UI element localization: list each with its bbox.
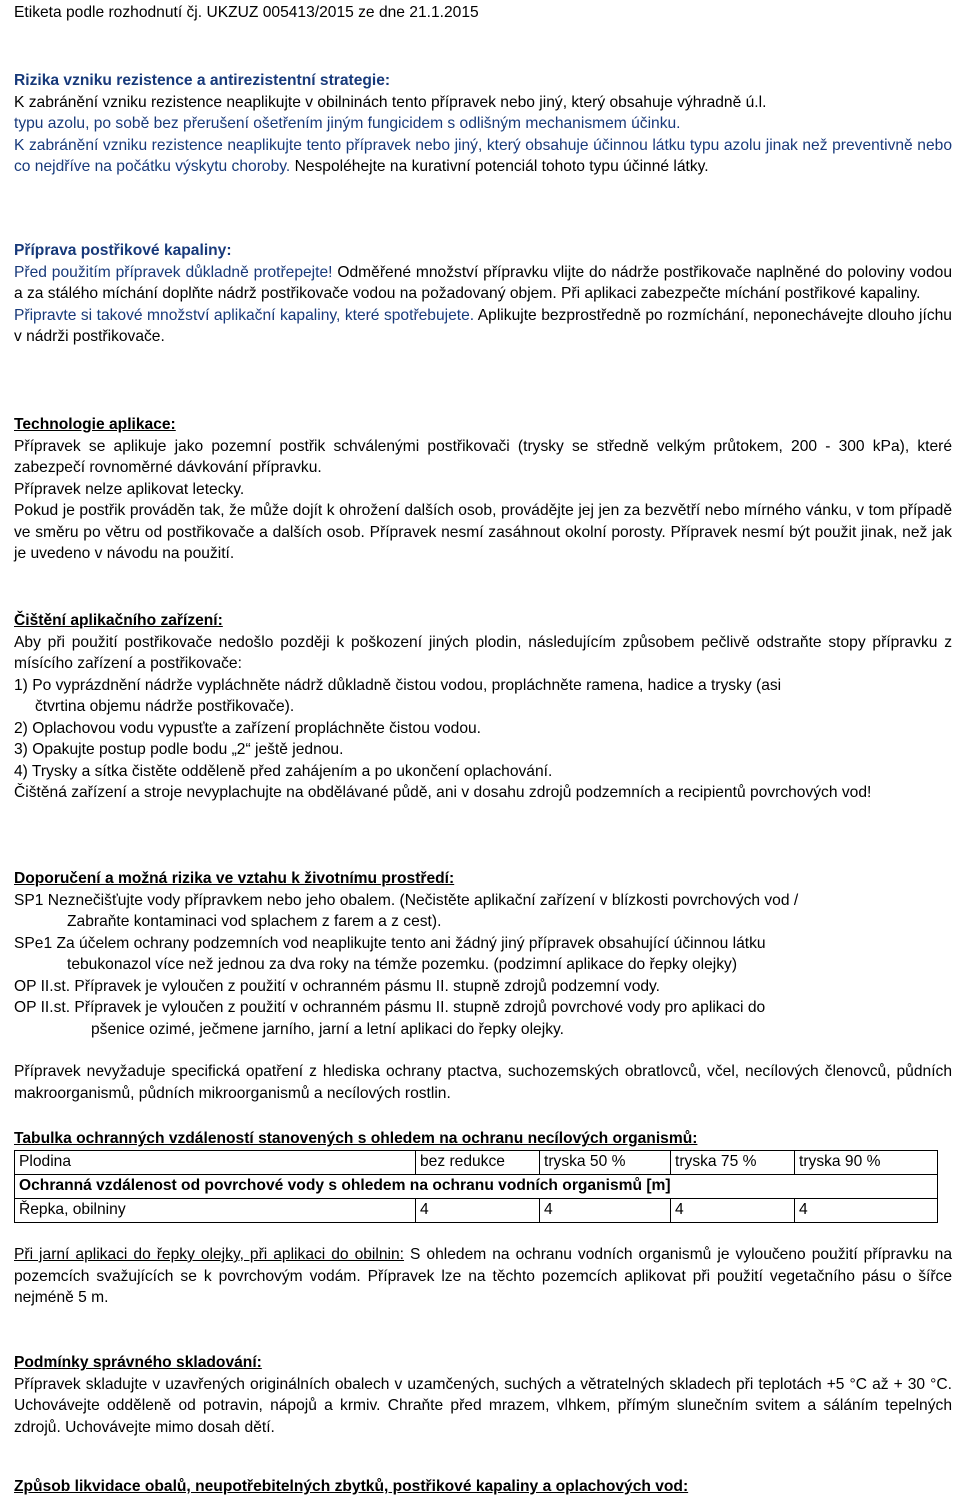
table-header-cell: Plodina: [15, 1150, 416, 1174]
cisteni-outro: Čištěná zařízení a stroje nevyplachujte na obdělávané půdě, ani v dosahu zdrojů podzemních a recipientů povrchových vod!: [14, 784, 872, 801]
table-cell: Řepka, obilniny: [15, 1198, 416, 1222]
zivotni-ptactvo: Přípravek nevyžaduje specifická opatření z hlediska ochrany ptactva, suchozemských obratlovců, včel, necílových členovců, půdních makroorganismů, půdních mikroorganismů a necílových rostlin.: [14, 1063, 952, 1102]
table-cell: 4: [416, 1198, 540, 1222]
table-row: [15, 1174, 938, 1198]
table-cell: 4: [671, 1198, 795, 1222]
rezistence-para2-b: Nespoléhejte na kurativní potenciál tohoto typu účinné látky.: [294, 158, 709, 175]
distance-table: [14, 1150, 938, 1223]
section-skladovani: [14, 1352, 952, 1438]
table-header-cell: tryska 90 %: [795, 1150, 938, 1174]
rezistence-para2: [14, 135, 952, 178]
section-priprava: [14, 240, 952, 348]
table-header-cell: tryska 50 %: [540, 1150, 671, 1174]
table-header-cell: bez redukce: [416, 1150, 540, 1174]
technologie-p2: Přípravek nelze aplikovat letecky.: [14, 480, 245, 498]
table-subheader: Ochranná vzdálenost od povrchové vody s ohledem na ochranu vodních organismů [m]: [15, 1174, 938, 1198]
section-title-tabulka: Tabulka ochranných vzdáleností stanovených s ohledem na ochranu necílových organismů:: [14, 1130, 698, 1147]
section-technologie: [14, 414, 952, 565]
section-title-skladovani: Podmínky správného skladování:: [14, 1354, 262, 1371]
section-title-rezistence: Rizika vzniku rezistence a antirezistentní strategie:: [14, 72, 391, 89]
section-rezistence: [14, 70, 952, 178]
priprava-l2b: Aplikujte bezprostředně po rozmíchání, neponechávejte dlouho jíchu v nádrži postřikovače.: [14, 306, 952, 345]
skladovani-text: Přípravek skladujte v uzavřených originálních obalech v uzamčených, suchých a větratelných skladech při teplotách +5 °C až + 30 °C. Uchovávejte odděleně od potravin, nápojů a krmiv. Chraňte před mrazem, vlhkem, přímým slunečním svitem a sáláním tepelných zdrojů. Uchovávejte mimo dosah dětí.: [14, 1375, 952, 1436]
zivotni-op2b: pšenice ozimé, ječmene jarního, jarní a letní aplikaci do řepky olejky.: [91, 1020, 564, 1038]
table-cell: 4: [795, 1198, 938, 1222]
priprava-l1a: Před použitím přípravek důkladně protřepejte!: [14, 263, 333, 281]
zivotni-op1: OP II.st. Přípravek je vyloučen z použití v ochranném pásmu II. stupně zdrojů podzemní vody.: [14, 977, 661, 995]
technologie-p1: Přípravek se aplikuje jako pozemní postřik schválenými postřikovači (trysky se středně velkým průtokem, 200 - 300 kPa), které zabezpečí rovnoměrné dávkování přípravku.: [14, 437, 952, 476]
zivotni-op2a: OP II.st. Přípravek je vyloučen z použití v ochranném pásmu II. stupně zdrojů povrchové vody pro aplikaci do: [14, 999, 766, 1016]
section-likvidace: [14, 1476, 952, 1498]
rezistence-para2-a: K zabránění vzniku rezistence neaplikujte tento přípravek nebo jiný, který obsahuje účinnou látku typu azolu jinak než preventivně nebo co nejdříve na počátku výskytu choroby.: [14, 136, 952, 175]
cisteni-step1a: 1) Po vyprázdnění nádrže vypláchněte nádrž důkladně čistou vodou, propláchněte ramena, hadice a trysky (asi: [14, 676, 782, 694]
jarni-underlined: Při jarní aplikaci do řepky olejky, při aplikaci do obilnin:: [14, 1246, 405, 1263]
rezistence-line1: K zabránění vzniku rezistence neaplikujte v obilninách tento přípravek nebo jiný, který obsahuje výhradně ú.l.: [14, 93, 767, 111]
rezistence-line2: typu azolu, po sobě bez přerušení ošetřením jiným fungicidem s odlišným mechanismem účinku.: [14, 115, 681, 132]
table-row: [15, 1198, 938, 1222]
section-title-technologie: Technologie aplikace:: [14, 416, 176, 433]
cisteni-step4: 4) Trysky a sítka čistěte odděleně před zahájením a po ukončení oplachování.: [14, 762, 553, 780]
section-title-likvidace: Způsob likvidace obalů, neupotřebitelných zbytků, postřikové kapaliny a oplachových vod:: [14, 1478, 689, 1495]
zivotni-sp1b: Zabraňte kontaminaci vod splachem z farem a z cest).: [67, 913, 442, 930]
priprava-para2: [14, 305, 952, 348]
section-zivotni: [14, 868, 952, 1104]
priprava-l1b: Odměřené množství přípravku vlijte do nádrže postřikovače naplněné do poloviny vodou a za stálého míchání doplňte nádrž postřikovače vodou na požadovaný objem.: [14, 263, 952, 302]
zivotni-spe1a: SPe1 Za účelem ochrany podzemních vod neaplikujte tento ani žádný jiný přípravek obsahující účinnou látku: [14, 934, 766, 952]
technologie-p3a: Pokud je postřik prováděn tak, že může dojít k ohrožení dalších osob, provádějte jej jen za bezvětří nebo mírného vánku, v tom případě ve směru po větru od postřikovače a dalších osob.: [14, 502, 952, 541]
section-cisteni: [14, 610, 952, 804]
document-header: Etiketa podle rozhodnutí čj. UKZUZ 005413/2015 ze dne 21.1.2015: [14, 4, 479, 21]
jarni-paragraph: [14, 1244, 952, 1309]
cisteni-step3: 3) Opakujte postup podle bodu „2“ ještě jednou.: [14, 741, 344, 758]
jarni-text: S ohledem na ochranu vodních organismů je vyloučeno použití přípravku na pozemcích svažujících se k povrchovým vodám. Přípravek lze na těchto pozemcích aplikovat při použití vegetačního pásu o šířce nejméně 5 m.: [14, 1246, 952, 1306]
technologie-p3b: Přípravek nesmí zasáhnout okolní porosty.: [369, 523, 666, 541]
cisteni-intro: Aby při použití postřikovače nedošlo později k poškození jiných plodin, následujícím způsobem pečlivě odstraňte stopy přípravku z mísícího zařízení a postřikovače:: [14, 633, 952, 672]
table-row: [15, 1150, 938, 1174]
cisteni-step2: 2) Oplachovou vodu vypusťte a zařízení propláchněte čistou vodou.: [14, 719, 482, 737]
section-title-zivotni: Doporučení a možná rizika ve vztahu k životnímu prostředí:: [14, 870, 455, 887]
section-jarni: [14, 1244, 952, 1309]
section-tabulka: [14, 1128, 952, 1223]
section-title-priprava: Příprava postřikové kapaliny:: [14, 242, 232, 259]
priprava-l1c: Při aplikaci zabezpečte míchání postřikové kapaliny.: [561, 285, 921, 302]
priprava-para1: [14, 262, 952, 305]
zivotni-sp1a: SP1 Neznečišťujte vody přípravkem nebo jeho obalem. (Nečistěte aplikační zařízení v blízkosti povrchových vod /: [14, 891, 799, 909]
technologie-p3: [14, 500, 952, 565]
table-header-cell: tryska 75 %: [671, 1150, 795, 1174]
table-cell: 4: [540, 1198, 671, 1222]
cisteni-step1b: čtvrtina objemu nádrže postřikovače).: [35, 698, 295, 715]
section-title-cisteni: Čištění aplikačního zařízení:: [14, 612, 223, 629]
zivotni-spe1b: tebukonazol více než jednou za dva roky na témže pozemku. (podzimní aplikace do řepky olejky): [67, 956, 738, 973]
technologie-p3c: Přípravek nesmí být použit jinak, než jak je uvedeno v návodu na použití.: [14, 523, 952, 562]
priprava-l2a: Připravte si takové množství aplikační kapaliny, které spotřebujete.: [14, 306, 475, 324]
